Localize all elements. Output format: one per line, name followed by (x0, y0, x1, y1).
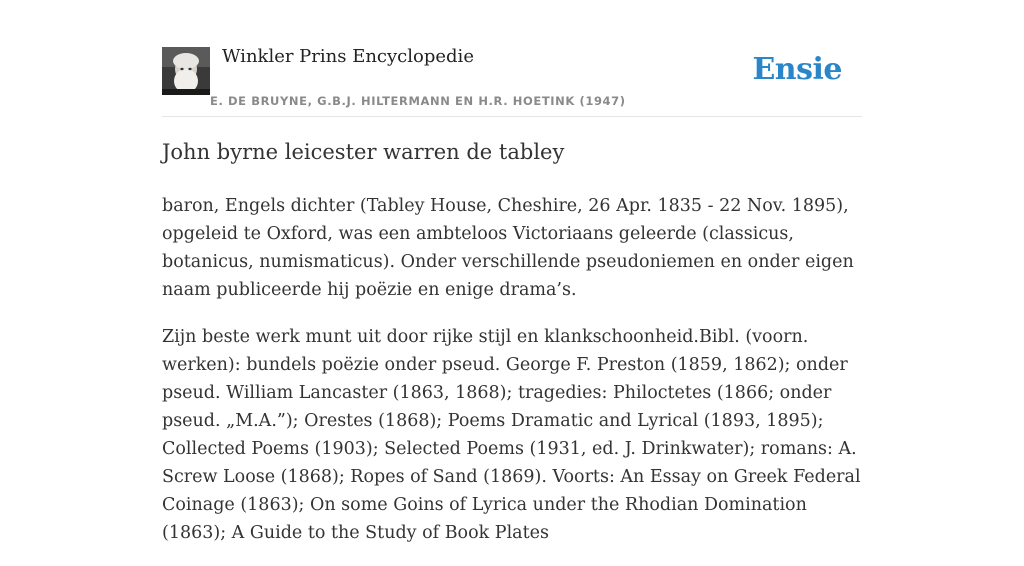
page-title: John byrne leicester warren de tabley (162, 140, 565, 164)
portrait-avatar-icon[interactable] (162, 47, 210, 95)
article-body (162, 192, 862, 566)
page-container (162, 0, 862, 543)
article-paragraph: Zijn beste werk munt uit door rijke stijl en klankschoonheid.Bibl. (voorn. werken): bundels poëzie onder pseud. George F. Preston (1859, 1862); onder pseud. William Lancaster (1863, 1868); tragedies: Philoctetes (1866; onder pseud. „M.A.”); Orestes (1868); Poems Dramatic and Lyrical (1893, 1895); Collected Poems (1903); Selected Poems (1931, ed. J. Drinkwater); romans: A. Screw Loose (1868); Ropes of Sand (1869). Voorts: An Essay on Greek Federal Coinage (1863); On some Goins of Lyrica under the Rhodian Domination (1863); A Guide to the Study of Book Plates (162, 327, 861, 543)
source-title[interactable]: Winkler Prins Encyclopedie (222, 46, 474, 67)
article-paragraph: baron, Engels dichter (Tabley House, Cheshire, 26 Apr. 1835 - 22 Nov. 1895), opgeleid te Oxford, was een ambteloos Victoriaans geleerde (classicus, botanicus, numismaticus). Onder verschillende pseudoniemen en onder eigen naam publiceerde hij poëzie en enige drama’s. (162, 196, 854, 300)
source-authors: E. DE BRUYNE, G.B.J. HILTERMANN EN H.R. HOETINK (1947) (210, 94, 626, 108)
ensie-logo-link[interactable]: Ensie (752, 52, 842, 87)
source-header (162, 0, 862, 117)
